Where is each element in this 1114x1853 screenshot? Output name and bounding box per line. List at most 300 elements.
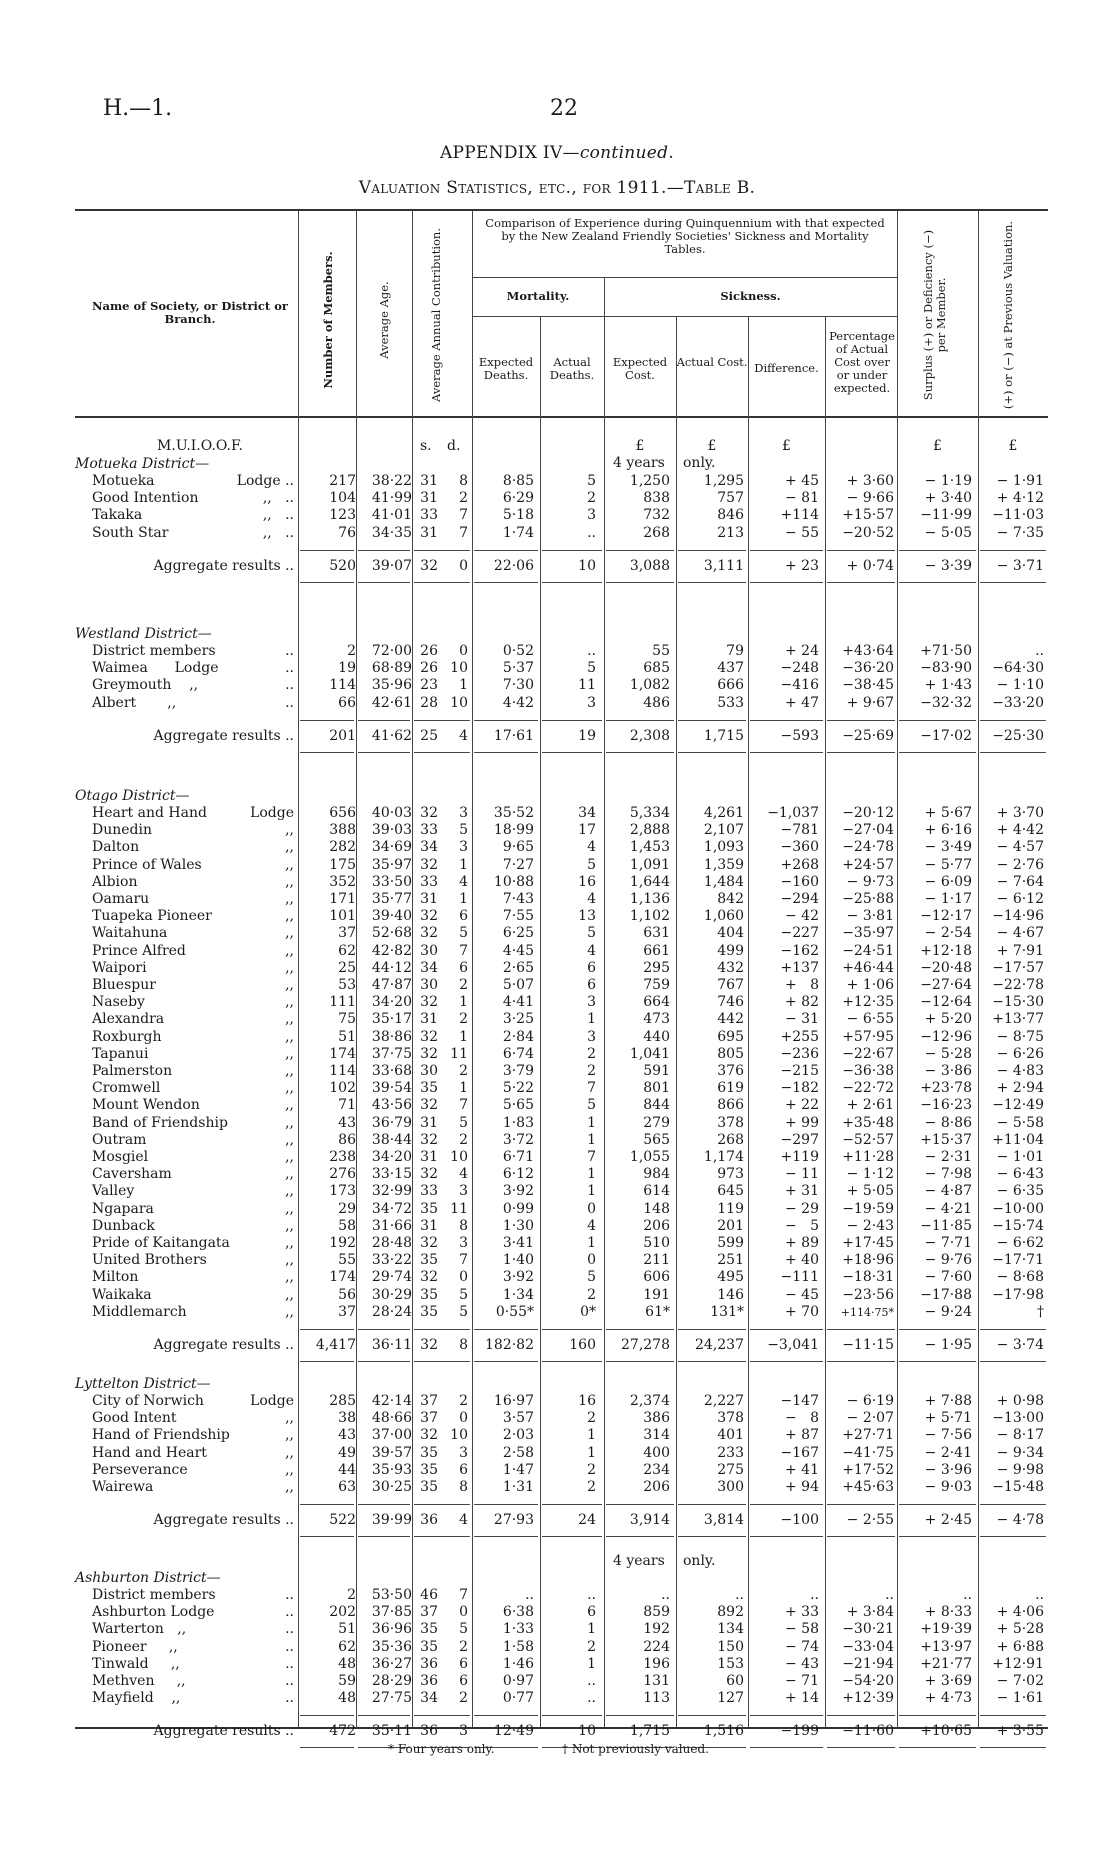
aggregate-rule <box>980 720 1046 721</box>
cell-surplus: − 6·09 <box>924 873 972 890</box>
cell-pct: −24·78 <box>842 839 894 856</box>
cell-exp-deaths: 6·74 <box>502 1045 534 1062</box>
aggregate-s: 32 <box>420 557 438 574</box>
cell-act-cost: 973 <box>717 1166 744 1183</box>
cell-act-deaths: 17 <box>578 822 596 839</box>
aggregate-surplus: − 3·39 <box>924 557 972 574</box>
cell-age: 34·72 <box>371 1200 412 1217</box>
aggregate-age: 35·11 <box>371 1723 412 1740</box>
aggregate-rule <box>678 550 746 551</box>
cell-act-deaths: 5 <box>587 856 596 873</box>
cell-age: 37·85 <box>371 1604 412 1621</box>
aggregate-act-deaths: 19 <box>578 727 596 744</box>
cell-surplus: + 7·88 <box>924 1393 972 1409</box>
cell-surplus: − 7·98 <box>924 1166 972 1183</box>
branch-name: Mayfield ,, <box>92 1690 181 1707</box>
cell-exp-deaths: .. <box>525 1587 534 1603</box>
aggregate-s: 25 <box>420 727 438 744</box>
cell-d: 4 <box>459 1166 468 1183</box>
cell-members: 56 <box>338 1286 356 1303</box>
aggregate-members: 520 <box>329 557 356 574</box>
cell-act-deaths: 4 <box>587 942 596 959</box>
table-row <box>0 1304 1114 1321</box>
cell-prev: − 7·02 <box>996 1673 1044 1689</box>
aggregate-pct: −11·15 <box>842 1337 894 1353</box>
aggregate-row <box>0 1512 1114 1529</box>
cell-exp-deaths: 6·25 <box>502 925 534 942</box>
cell-s: 35 <box>420 1200 438 1217</box>
cell-pct: −38·45 <box>842 677 894 694</box>
cell-age: 52·68 <box>371 925 412 942</box>
cell-d: 1 <box>459 994 468 1011</box>
unit-shillings: s. <box>420 438 432 454</box>
cell-s: 37 <box>420 1410 438 1427</box>
aggregate-rule <box>899 752 976 753</box>
aggregate-label: Aggregate results .. <box>153 557 294 574</box>
cell-age: 35·17 <box>371 1011 412 1028</box>
cell-surplus: − 8·86 <box>924 1114 972 1131</box>
aggregate-rule <box>678 1329 746 1330</box>
cell-s: 31 <box>420 1011 438 1028</box>
cell-age: 42·82 <box>371 942 412 959</box>
table-row <box>0 1656 1114 1673</box>
cell-members: 48 <box>338 1655 356 1672</box>
branch-name: United Brothers <box>92 1252 207 1269</box>
cell-surplus: − 3·86 <box>924 1063 972 1079</box>
cell-prev: − 1·01 <box>996 1149 1044 1165</box>
cell-pct: −36·38 <box>842 1063 894 1079</box>
cell-act-cost: 251 <box>717 1252 744 1269</box>
cell-prev: − 8·17 <box>996 1427 1044 1444</box>
only-label: only. <box>683 455 716 471</box>
cell-pct: −52·57 <box>842 1131 894 1148</box>
cell-members: 37 <box>338 1303 356 1320</box>
cell-diff: − 55 <box>785 524 819 541</box>
cell-diff: −781 <box>780 822 819 839</box>
cell-age: 36·79 <box>371 1114 412 1131</box>
cell-surplus: −27·64 <box>920 977 972 993</box>
aggregate-rule <box>358 720 410 721</box>
table-row <box>0 643 1114 660</box>
aggregate-rule <box>358 752 410 753</box>
aggregate-rule <box>606 752 674 753</box>
cell-members: 59 <box>338 1673 356 1689</box>
cell-exp-cost: 268 <box>643 524 670 541</box>
cell-exp-deaths: 16·97 <box>493 1393 534 1409</box>
cell-s: 34 <box>420 1690 438 1707</box>
cell-exp-cost: 196 <box>643 1655 670 1672</box>
cell-members: 43 <box>338 1114 356 1131</box>
branch-name: Roxburgh <box>92 1028 162 1045</box>
cell-members: 174 <box>329 1045 356 1062</box>
cell-d: 5 <box>459 1114 468 1131</box>
aggregate-age: 41·62 <box>371 727 412 744</box>
aggregate-rule <box>474 1504 538 1505</box>
cell-pct: − 9·66 <box>846 490 894 507</box>
cell-diff: − 43 <box>785 1655 819 1672</box>
aggregate-rule <box>474 1536 538 1537</box>
header-actual-cost: Actual Cost. <box>676 355 748 369</box>
cell-d: 3 <box>459 805 468 821</box>
cell-diff: − 71 <box>785 1673 819 1689</box>
cell-exp-cost: 844 <box>643 1097 670 1114</box>
cell-pct: − 6·55 <box>846 1011 894 1028</box>
branch-name: Hand of Friendship <box>92 1427 230 1444</box>
aggregate-rule <box>474 1361 538 1362</box>
cell-surplus: − 1·17 <box>924 891 972 907</box>
aggregate-rule <box>678 720 746 721</box>
cell-members: 102 <box>329 1080 356 1097</box>
table-row <box>0 1410 1114 1427</box>
cell-age: 29·74 <box>371 1269 412 1286</box>
cell-act-cost: 645 <box>717 1183 744 1200</box>
cell-exp-cost: 614 <box>643 1183 670 1200</box>
cell-act-deaths: 13 <box>578 908 596 925</box>
table-row <box>0 960 1114 977</box>
cell-s: 31 <box>420 1114 438 1131</box>
cell-act-cost: 866 <box>717 1097 744 1114</box>
cell-exp-cost: 685 <box>643 660 670 677</box>
branch-type: ,, <box>285 1479 294 1495</box>
cell-act-deaths: 2 <box>587 1045 596 1062</box>
cell-s: 35 <box>420 1461 438 1478</box>
cell-pct: −20·12 <box>842 805 894 821</box>
cell-age: 53·50 <box>371 1587 412 1603</box>
aggregate-rule <box>542 1361 602 1362</box>
appendix-title <box>0 143 1114 163</box>
cell-d: 0 <box>459 1269 468 1286</box>
aggregate-rule <box>980 1504 1046 1505</box>
cell-d: 3 <box>459 1444 468 1461</box>
cell-diff: −1,037 <box>767 805 819 821</box>
cell-diff: + 33 <box>785 1604 819 1621</box>
cell-age: 38·86 <box>371 1028 412 1045</box>
cell-age: 42·14 <box>371 1393 412 1409</box>
cell-surplus: +12·18 <box>920 942 972 959</box>
cell-d: 6 <box>459 1673 468 1689</box>
cell-d: 3 <box>459 839 468 856</box>
table-row <box>0 1269 1114 1286</box>
cell-surplus: −12·96 <box>920 1028 972 1045</box>
cell-surplus: − 7·71 <box>924 1235 972 1251</box>
cell-exp-cost: 279 <box>643 1114 670 1131</box>
aggregate-rule <box>980 550 1046 551</box>
branch-name: Waikaka <box>92 1286 152 1303</box>
cell-s: 31 <box>420 1149 438 1165</box>
cell-exp-deaths: 9·65 <box>502 839 534 856</box>
cell-act-cost: 442 <box>717 1011 744 1028</box>
cell-act-cost: 127 <box>717 1690 744 1707</box>
cell-age: 32·99 <box>371 1183 412 1200</box>
cell-exp-deaths: 3·41 <box>502 1235 534 1251</box>
cell-pct: +46·44 <box>842 959 894 976</box>
aggregate-rule <box>542 1329 602 1330</box>
cell-act-cost: 499 <box>717 942 744 959</box>
cell-s: 37 <box>420 1393 438 1409</box>
aggregate-d: 4 <box>459 1512 468 1529</box>
branch-type: ,, <box>285 1410 294 1427</box>
branch-type: ,, <box>285 1131 294 1148</box>
branch-type: ,, <box>285 873 294 890</box>
header-comparison: Comparison of Experience during Quinquennium with that expected by the New Zealand Friendly Societies' Sickness and Mortality Tables. <box>485 216 885 256</box>
aggregate-members: 4,417 <box>315 1337 356 1353</box>
table-row <box>0 1673 1114 1690</box>
aggregate-rule <box>750 582 823 583</box>
aggregate-rule <box>827 752 895 753</box>
cell-age: 34·35 <box>371 524 412 541</box>
cell-act-cost: 150 <box>717 1638 744 1655</box>
cell-d: 11 <box>450 1045 468 1062</box>
cell-prev: −17·71 <box>992 1252 1044 1269</box>
branch-name: Dalton <box>92 839 140 856</box>
aggregate-diff: −593 <box>780 727 819 744</box>
table-row <box>0 1445 1114 1462</box>
cell-surplus: − 3·96 <box>924 1461 972 1478</box>
cell-d: 2 <box>459 1393 468 1409</box>
cell-act-cost: 378 <box>717 1410 744 1427</box>
cell-members: 174 <box>329 1269 356 1286</box>
cell-d: 1 <box>459 677 468 694</box>
branch-name: Tuapeka Pioneer <box>92 908 212 925</box>
cell-pct: +43·64 <box>842 643 894 659</box>
table-row <box>0 1097 1114 1114</box>
cell-d: 8 <box>459 1479 468 1495</box>
cell-s: 46 <box>420 1587 438 1603</box>
branch-type: ,, <box>285 1080 294 1097</box>
cell-members: 202 <box>329 1604 356 1621</box>
cell-act-deaths: .. <box>587 1690 596 1707</box>
cell-prev: − 9·34 <box>996 1444 1044 1461</box>
cell-members: 19 <box>338 660 356 677</box>
cell-surplus: + 6·16 <box>924 822 972 839</box>
cell-prev: −10·00 <box>992 1200 1044 1217</box>
cell-surplus: − 2·31 <box>924 1149 972 1165</box>
cell-act-deaths: .. <box>587 1587 596 1603</box>
cell-surplus: +13·97 <box>920 1638 972 1655</box>
aggregate-row <box>0 558 1114 575</box>
cell-pct: −36·20 <box>842 660 894 677</box>
cell-diff: +114 <box>780 507 819 524</box>
cell-prev: + 0·98 <box>996 1393 1044 1409</box>
cell-pct: −23·56 <box>842 1286 894 1303</box>
aggregate-rule <box>474 1715 538 1716</box>
branch-type: ,, <box>285 1269 294 1286</box>
cell-s: 26 <box>420 643 438 659</box>
cell-s: 35 <box>420 1252 438 1269</box>
cell-act-cost: 79 <box>726 643 744 659</box>
cell-exp-deaths: 1·31 <box>502 1479 534 1495</box>
cell-prev: − 7·64 <box>996 873 1044 890</box>
cell-act-deaths: 6 <box>587 1604 596 1621</box>
cell-s: 32 <box>420 908 438 925</box>
cell-exp-cost: 859 <box>643 1604 670 1621</box>
cell-d: 5 <box>459 1303 468 1320</box>
unit-pound: £ <box>1008 438 1018 454</box>
cell-exp-deaths: 7·30 <box>502 677 534 694</box>
branch-name: Wairewa <box>92 1479 154 1495</box>
cell-d: 1 <box>459 891 468 907</box>
cell-d: 8 <box>459 1217 468 1234</box>
cell-act-deaths: 1 <box>587 1114 596 1131</box>
cell-d: 7 <box>459 1587 468 1603</box>
aggregate-rule <box>414 1715 470 1716</box>
branch-name: Albion <box>92 873 138 890</box>
aggregate-rule <box>414 1504 470 1505</box>
aggregate-prev: −25·30 <box>992 727 1044 744</box>
aggregate-rule <box>358 1715 410 1716</box>
aggregate-rule <box>980 1361 1046 1362</box>
branch-name: Alexandra <box>92 1011 165 1028</box>
cell-exp-cost: 606 <box>643 1269 670 1286</box>
cell-diff: +255 <box>780 1028 819 1045</box>
cell-exp-deaths: 3·92 <box>502 1183 534 1200</box>
cell-prev: − 9·98 <box>996 1461 1044 1478</box>
aggregate-rule <box>827 1747 895 1748</box>
cell-exp-cost: 440 <box>643 1028 670 1045</box>
cell-diff: + 22 <box>785 1097 819 1114</box>
cell-act-deaths: 34 <box>578 805 596 821</box>
branch-name: Pride of Kaitangata <box>92 1235 230 1251</box>
cell-exp-cost: 473 <box>643 1011 670 1028</box>
cell-pct: − 9·73 <box>846 873 894 890</box>
aggregate-exp-cost: 27,278 <box>621 1337 670 1353</box>
cell-members: 285 <box>329 1393 356 1409</box>
cell-age: 44·12 <box>371 959 412 976</box>
cell-diff: −227 <box>780 925 819 942</box>
aggregate-d: 4 <box>459 727 468 744</box>
cell-s: 34 <box>420 839 438 856</box>
branch-type: ,, <box>285 1063 294 1079</box>
cell-age: 34·20 <box>371 1149 412 1165</box>
aggregate-rule <box>300 1329 354 1330</box>
header-sickness: Sickness. <box>720 289 781 303</box>
branch-type: ,, <box>285 1252 294 1269</box>
branch-type: .. <box>285 1587 294 1603</box>
cell-members: 51 <box>338 1028 356 1045</box>
cell-exp-deaths: 0·77 <box>502 1690 534 1707</box>
header-mortality: Mortality. <box>506 289 570 303</box>
header-actual-deaths: Actual Deaths. <box>549 355 595 382</box>
cell-d: 2 <box>459 977 468 993</box>
table-row <box>0 1080 1114 1097</box>
cell-act-cost: 2,107 <box>703 822 744 839</box>
branch-name: Takaka <box>92 507 143 524</box>
cell-exp-cost: 314 <box>643 1427 670 1444</box>
cell-diff: + 70 <box>785 1303 819 1320</box>
aggregate-rule <box>606 720 674 721</box>
cell-diff: −360 <box>780 839 819 856</box>
cell-diff: + 47 <box>785 694 819 711</box>
cell-exp-deaths: 0·97 <box>502 1673 534 1689</box>
table-row <box>0 805 1114 822</box>
cell-age: 37·75 <box>371 1045 412 1062</box>
cell-act-deaths: 7 <box>587 1080 596 1097</box>
cell-s: 32 <box>420 856 438 873</box>
cell-prev: −14·96 <box>992 908 1044 925</box>
cell-act-deaths: 16 <box>578 1393 596 1409</box>
aggregate-prev: − 3·74 <box>996 1337 1044 1353</box>
cell-act-cost: 1,174 <box>703 1149 744 1165</box>
cell-members: 101 <box>329 908 356 925</box>
cell-surplus: +19·39 <box>920 1621 972 1638</box>
cell-pct: + 3·60 <box>846 473 894 489</box>
branch-type: ,, <box>285 1114 294 1131</box>
aggregate-members: 201 <box>329 727 356 744</box>
aggregate-surplus: +10·65 <box>920 1723 972 1740</box>
cell-prev: −15·74 <box>992 1217 1044 1234</box>
table-row <box>0 1063 1114 1080</box>
branch-name: Heart and Hand <box>92 805 207 821</box>
cell-s: 35 <box>420 1080 438 1097</box>
aggregate-exp-deaths: 12·49 <box>493 1723 534 1740</box>
cell-s: 31 <box>420 524 438 541</box>
branch-name: Motueka <box>92 473 155 489</box>
cell-act-cost: 378 <box>717 1114 744 1131</box>
cell-act-cost: 599 <box>717 1235 744 1251</box>
branch-name: Dunedin <box>92 822 152 839</box>
branch-name: Good Intention <box>92 490 199 507</box>
unit-pound: £ <box>782 438 791 454</box>
branch-name: Cromwell <box>92 1080 161 1097</box>
cell-surplus: − 3·49 <box>924 839 972 856</box>
cell-prev: −22·78 <box>992 977 1044 993</box>
cell-d: 10 <box>450 1149 468 1165</box>
cell-s: 35 <box>420 1286 438 1303</box>
cell-act-cost: 233 <box>717 1444 744 1461</box>
cell-act-cost: 60 <box>726 1673 744 1689</box>
cell-d: 5 <box>459 1621 468 1638</box>
aggregate-age: 36·11 <box>371 1337 412 1353</box>
aggregate-rule <box>750 1361 823 1362</box>
cell-exp-cost: 661 <box>643 942 670 959</box>
cell-exp-deaths: 5·65 <box>502 1097 534 1114</box>
cell-prev: − 6·62 <box>996 1235 1044 1251</box>
branch-type: ,, <box>285 1097 294 1114</box>
cell-act-cost: 805 <box>717 1045 744 1062</box>
cell-exp-deaths: 6·29 <box>502 490 534 507</box>
cell-exp-deaths: 0·52 <box>502 643 534 659</box>
cell-act-deaths: 1 <box>587 1235 596 1251</box>
branch-type: .. <box>285 1655 294 1672</box>
aggregate-rule <box>750 1504 823 1505</box>
cell-prev: −12·49 <box>992 1097 1044 1114</box>
table-row <box>0 1166 1114 1183</box>
aggregate-pct: − 2·55 <box>846 1512 894 1529</box>
cell-prev: .. <box>1035 643 1044 659</box>
branch-type: ,, <box>285 1461 294 1478</box>
cell-s: 30 <box>420 942 438 959</box>
cell-diff: +137 <box>780 959 819 976</box>
only-label: only. <box>683 1553 716 1569</box>
cell-s: 28 <box>420 694 438 711</box>
cell-prev: + 4·12 <box>996 490 1044 507</box>
cell-prev: − 7·35 <box>996 524 1044 541</box>
cell-exp-cost: 732 <box>643 507 670 524</box>
cell-exp-deaths: 7·43 <box>502 891 534 907</box>
aggregate-rule <box>678 752 746 753</box>
branch-name: South Star <box>92 524 169 541</box>
cell-pct: +12·39 <box>842 1690 894 1707</box>
unit-pound: £ <box>635 438 645 454</box>
cell-exp-deaths: 1·34 <box>502 1286 534 1303</box>
cell-members: 238 <box>329 1149 356 1165</box>
aggregate-rule <box>300 1536 354 1537</box>
aggregate-pct: −11·60 <box>842 1723 894 1740</box>
header-bottom-rule <box>75 416 1048 418</box>
cell-members: 58 <box>338 1217 356 1234</box>
branch-type: .. <box>285 694 294 711</box>
aggregate-rule <box>542 720 602 721</box>
